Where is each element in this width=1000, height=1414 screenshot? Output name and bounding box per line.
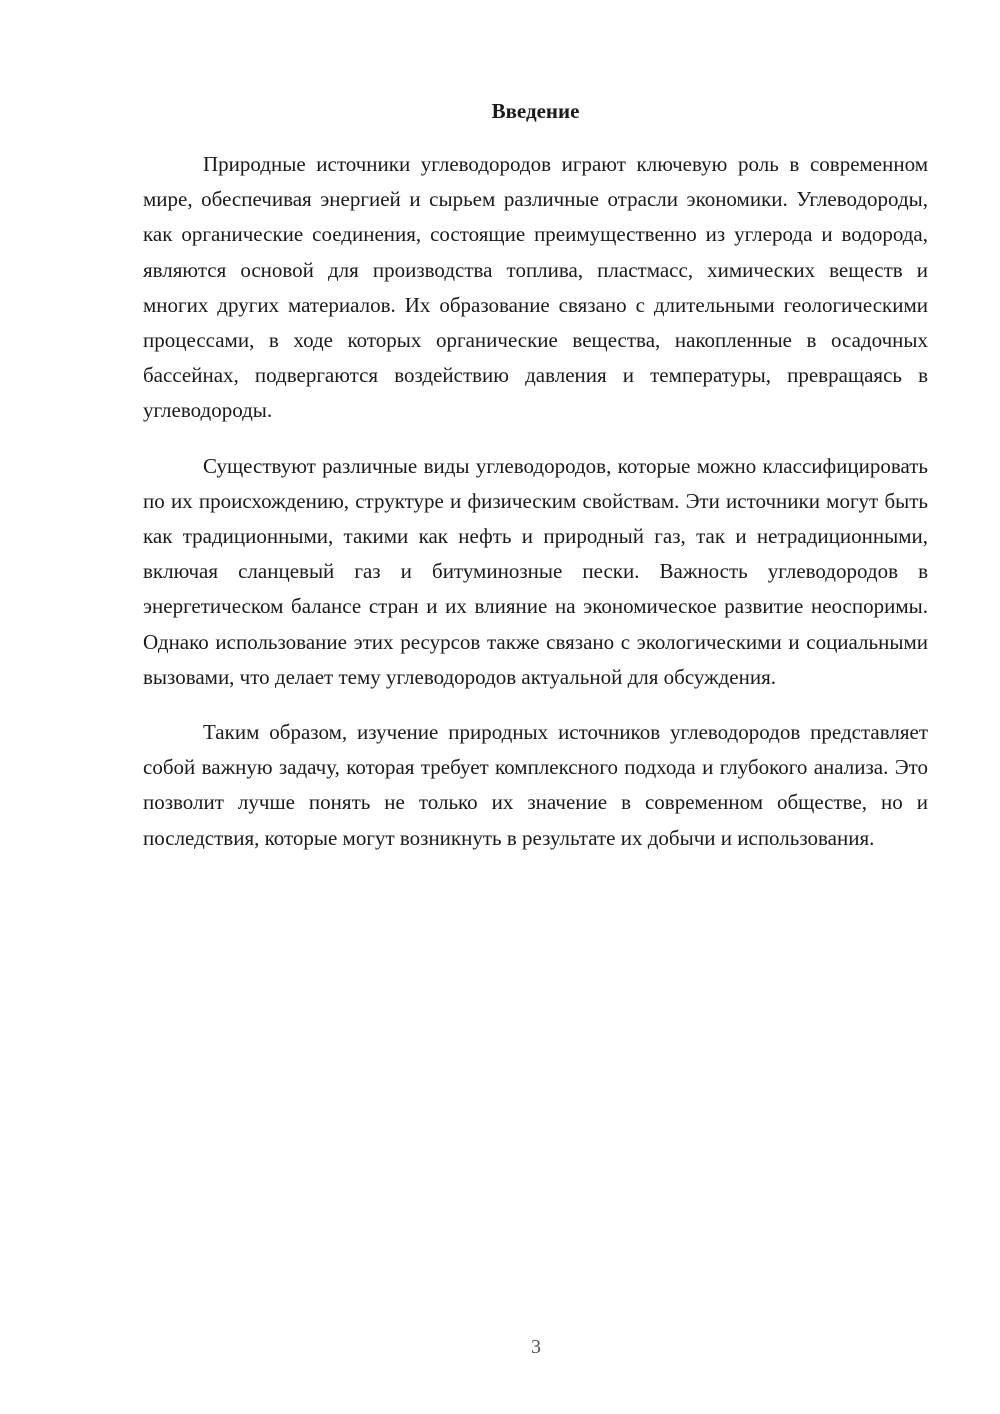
section-heading: Введение: [491, 99, 580, 123]
document-body: [143, 97, 928, 876]
page-number: 3: [531, 1336, 541, 1358]
paragraph: Существуют различные виды углеводородов, которые можно классифицировать по их происхождению, структуре и физическим свойствам. Эти источники могут быть как традиционными, такими как нефть и природный газ, так и нетрадиционными, включая сланцевый газ и битуминозные пески. Важность углеводородов в энергетическом балансе стран и их влияние на экономическое развитие неоспоримы. Однако использование этих ресурсов также связано с экологическими и социальными вызовами, что делает тему углеводородов актуальной для обсуждения.: [143, 453, 928, 689]
paragraph: Природные источники углеводородов играют ключевую роль в современном мире, обеспечивая энергией и сырьем различные отрасли экономики. Углеводороды, как органические соединения, состоящие преимущественно из углерода и водорода, являются основой для производства топлива, пластмасс, химических веществ и многих других материалов. Их образование связано с длительными геологическими процессами, в ходе которых органические вещества, накопленные в осадочных бассейнах, подвергаются воздействию давления и температуры, превращаясь в углеводороды.: [143, 152, 928, 423]
paragraph: Таким образом, изучение природных источников углеводородов представляет собой важную задачу, которая требует комплексного подхода и глубокого анализа. Это позволит лучше понять не только их значение в современном обществе, но и последствия, которые могут возникнуть в результате их добычи и использования.: [143, 720, 928, 850]
